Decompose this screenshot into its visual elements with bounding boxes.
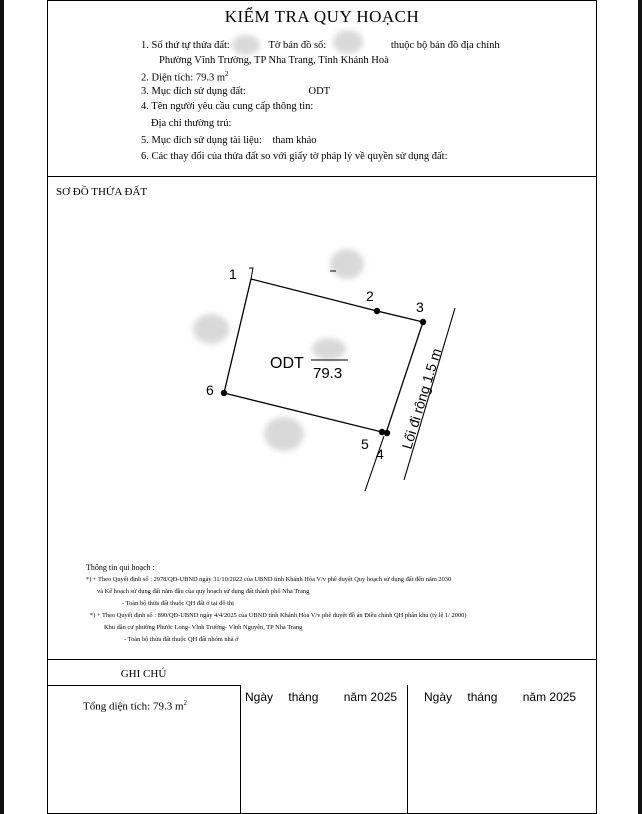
divider <box>47 685 240 686</box>
boundary-left <box>224 279 251 393</box>
point-label-2: 2 <box>366 288 374 304</box>
boundary-tick <box>249 268 253 279</box>
vertex-point <box>374 308 380 314</box>
legal-line: Khu dân cư phường Phước Long- Vĩnh Trường- Vĩnh Nguyên, TP Nha Trang <box>104 624 303 631</box>
day-label: Ngày <box>424 690 453 704</box>
area-value: 79.3 m <box>195 72 225 84</box>
divider <box>47 176 597 177</box>
legal-line: và Kế hoạch sử dụng đất năm đầu của quy hoạch sử dụng đất thành phố Nha Trang <box>97 588 310 595</box>
notes-heading: GHI CHÚ <box>120 668 167 680</box>
legal-line: *) + Theo Quyết định số : 2978/QĐ-UBND ngày 31/10/2022 của UBND tỉnh Khánh Hòa V/v phê duyệt Quy hoạch sử dụng đất đến năm 2030 <box>86 576 452 583</box>
planning-info-heading: Thông tin qui hoạch : <box>86 563 155 572</box>
divider <box>240 685 241 813</box>
plan-section-title: SƠ ĐỒ THỬA ĐẤT <box>56 186 148 198</box>
vertex-point <box>221 390 227 396</box>
requester-label: 4. Tên người yêu cầu cung cấp thông tin: <box>141 101 314 112</box>
divider <box>47 659 597 660</box>
purpose-label: 3. Mục đích sử dụng đất: <box>141 86 246 97</box>
divider <box>407 685 408 813</box>
point-label-4: 4 <box>376 446 384 462</box>
land-area-label: 79.3 <box>313 365 343 382</box>
boundary-top <box>251 279 423 322</box>
total-area <box>83 699 187 713</box>
divider <box>47 0 597 1</box>
signature-date-1 <box>245 690 397 704</box>
legal-line: *) + Theo Quyết định số : 890/QĐ-UBND ngày 4/4/2025 của UBND tỉnh Khánh Hòa V/v phê duyệt đồ án Điều chỉnh QH phân khu (tỷ lệ 1/ 2000) <box>90 612 467 619</box>
point-label-5: 5 <box>361 436 369 452</box>
vertex-point <box>384 430 390 436</box>
cadastral-set-label: thuộc bộ bản đồ địa chính <box>390 40 500 51</box>
area-line <box>141 70 229 84</box>
doc-purpose-label: 5. Mục đích sử dụng tài liệu: <box>141 135 262 146</box>
map-sheet-label: Tờ bản đồ số: <box>268 40 327 51</box>
page-title: KIỂM TRA QUY HOẠCH <box>224 7 420 26</box>
boundary-bottom <box>224 393 386 433</box>
doc-purpose-line <box>141 135 317 146</box>
ward-line: Phường Vĩnh Trường, TP Nha Trang, Tỉnh Khánh Hoà <box>159 55 389 66</box>
month-label: tháng <box>467 690 498 704</box>
changes-label: 6. Các thay đổi của thửa đất so với giấy tờ pháp lý về quyền sử dụng đất: <box>141 151 448 162</box>
doc-purpose-value: tham khảo <box>272 135 317 146</box>
vertex-point <box>420 319 426 325</box>
parcel-number-label: 1. Số thứ tự thửa đất: <box>141 40 230 51</box>
land-type-label: ODT <box>270 355 304 372</box>
month-label: tháng <box>288 690 319 704</box>
total-area-text: Tổng diện tích: 79.3 m <box>83 700 184 713</box>
point-label-1: 1 <box>229 266 237 282</box>
point-label-3: 3 <box>416 299 424 315</box>
year-label: năm 2025 <box>343 690 398 704</box>
address-label: Địa chỉ thường trú: <box>151 118 232 129</box>
info-line-1 <box>141 40 500 51</box>
purpose-value: ODT <box>308 86 331 97</box>
area-unit-sup: 2 <box>225 70 229 78</box>
redaction-blur <box>232 35 260 55</box>
area-label: 2. Diện tích: <box>141 72 194 84</box>
day-label: Ngày <box>245 690 274 704</box>
redaction-blur <box>333 30 363 54</box>
legal-line: - Toàn bộ thửa đất thuộc QH đất nhóm nhà ở <box>124 636 239 643</box>
signature-date-2 <box>424 690 576 704</box>
year-label: năm 2025 <box>522 690 577 704</box>
total-area-sup: 2 <box>183 699 188 707</box>
legal-line: - Toàn bộ thửa đất thuộc QH đất ở tại đô thị <box>122 600 234 607</box>
parcel-diagram <box>47 200 597 500</box>
point-label-6: 6 <box>206 382 214 398</box>
purpose-line <box>141 86 330 97</box>
road-width-label: Lối đi rộng 1.5 m <box>398 346 445 451</box>
